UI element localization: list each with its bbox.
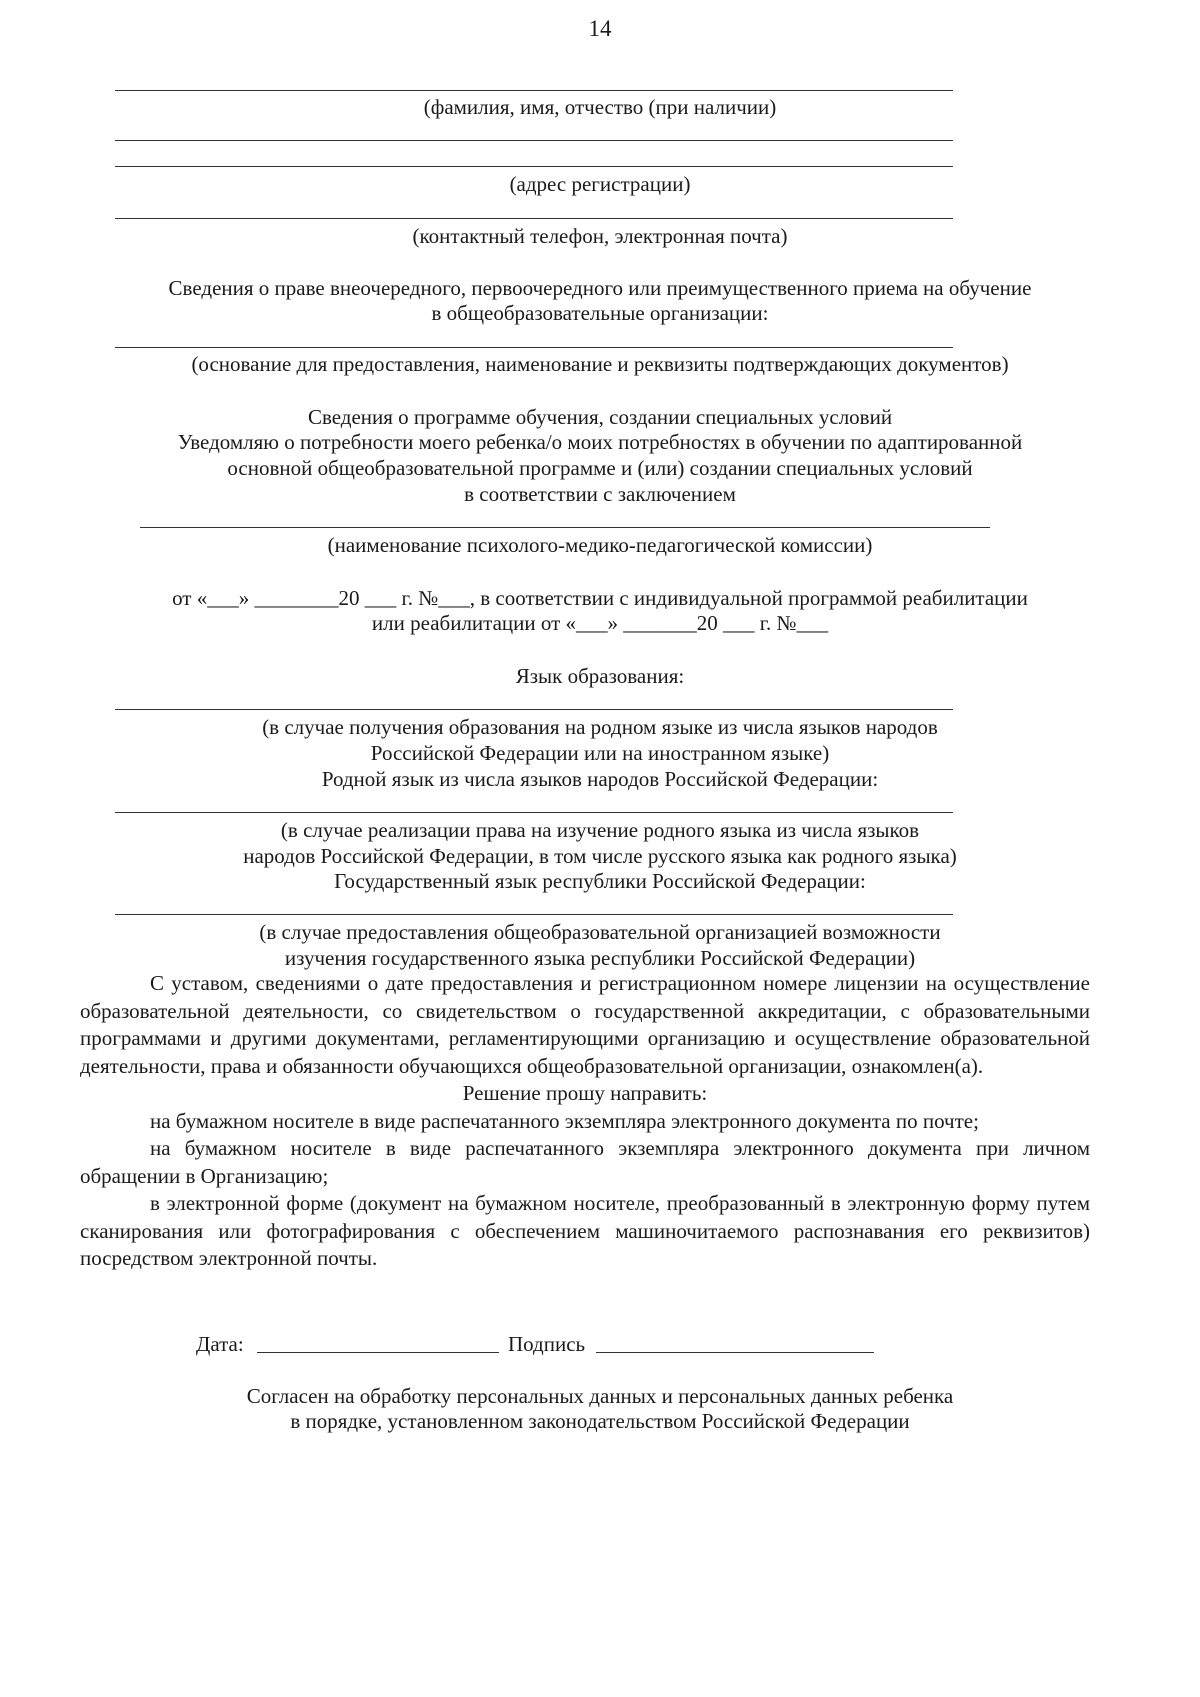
- signature-field-line[interactable]: [596, 1352, 874, 1353]
- program-heading: Сведения о программе обучения, создании специальных условий: [307, 405, 893, 429]
- date-label: Дата:: [196, 1332, 244, 1356]
- option-email: в электронной форме (документ на бумажном носителе, преобразованный в электронную форму путем сканирования или фотографирования с обеспечением машиночитаемого распознавания его реквизитов) посредством электронной почты.: [80, 1191, 1090, 1270]
- signature-label: Подпись: [508, 1332, 586, 1356]
- option-in-person: на бумажном носителе в виде распечатанного экземпляра электронного документа при личном обращении в Организацию;: [80, 1136, 1090, 1188]
- priority-heading-2: в общеобразовательные организации:: [431, 301, 769, 325]
- date-field-line[interactable]: [257, 1352, 499, 1353]
- native-language-label: Родной язык из числа языков народов Российской Федерации:: [321, 767, 879, 791]
- contact-label: (контактный телефон, электронная почта): [412, 224, 788, 248]
- consent-line-1: Согласен на обработку персональных данных и персональных данных ребенка: [246, 1384, 954, 1408]
- program-line-1: Уведомляю о потребности моего ребенка/о моих потребностях в обучении по адаптированной: [177, 430, 1023, 454]
- edu-language-note-1: (в случае получения образования на родном языке из числа языков народов: [262, 715, 938, 739]
- address-line: [115, 166, 953, 167]
- option-mail: на бумажном носителе в виде распечатанного экземпляра электронного документа по почте;: [150, 1108, 979, 1133]
- state-language-note-2: изучения государственного языка республики Российской Федерации): [284, 946, 916, 970]
- date-line-1: от «___» ________20 ___ г. №___, в соответствии с индивидуальной программой реабилитации: [172, 586, 1028, 610]
- state-language-label: Государственный язык республики Российской Федерации:: [334, 869, 866, 893]
- page-number: 14: [588, 16, 612, 41]
- native-language-note-2: народов Российской Федерации, в том числе русского языка как родного языка): [243, 844, 957, 868]
- edu-language-line: [115, 709, 953, 710]
- edu-language-label: Язык образования:: [515, 664, 685, 688]
- body-text: [80, 970, 1090, 1273]
- basis-label: (основание для предоставления, наименование и реквизиты подтверждающих документов): [191, 352, 1009, 376]
- contact-line: [115, 218, 953, 219]
- commission-label: (наименование психолого-медико-педагогической комиссии): [327, 533, 873, 557]
- decision-heading: Решение прошу направить:: [462, 1081, 708, 1105]
- fio-line-2: [115, 140, 953, 141]
- date-line-2: или реабилитации от «___» _______20 ___ г. №___: [371, 611, 829, 635]
- edu-language-note-2: Российской Федерации или на иностранном языке): [370, 741, 830, 765]
- state-language-note-1: (в случае предоставления общеобразовательной организацией возможности: [259, 920, 941, 944]
- native-language-note-1: (в случае реализации права на изучение родного языка из числа языков: [280, 818, 920, 842]
- program-line-2: основной общеобразовательной программе и (или) создании специальных условий: [227, 456, 973, 480]
- consent-line-2: в порядке, установленном законодательством Российской Федерации: [290, 1409, 910, 1433]
- program-line-3: в соответствии с заключением: [464, 482, 736, 506]
- acquaint-paragraph: С уставом, сведениями о дате предоставления и регистрационном номере лицензии на осуществление образовательной деятельности, со свидетельством о государственной аккредитации, с образовательными программами и другими документами, регламентирующими организацию и осуществление образовательной деятельности, права и обязанности обучающихся общеобразовательной организации, ознакомлен(а).: [80, 971, 1090, 1078]
- address-label: (адрес регистрации): [509, 172, 691, 196]
- fio-label: (фамилия, имя, отчество (при наличии): [423, 95, 777, 119]
- commission-line: [140, 527, 990, 528]
- native-language-line: [115, 812, 953, 813]
- fio-line: [115, 90, 953, 91]
- priority-heading-1: Сведения о праве внеочередного, первоочередного или преимущественного приема на обучение: [168, 276, 1032, 300]
- state-language-line: [115, 914, 953, 915]
- basis-line: [115, 347, 953, 348]
